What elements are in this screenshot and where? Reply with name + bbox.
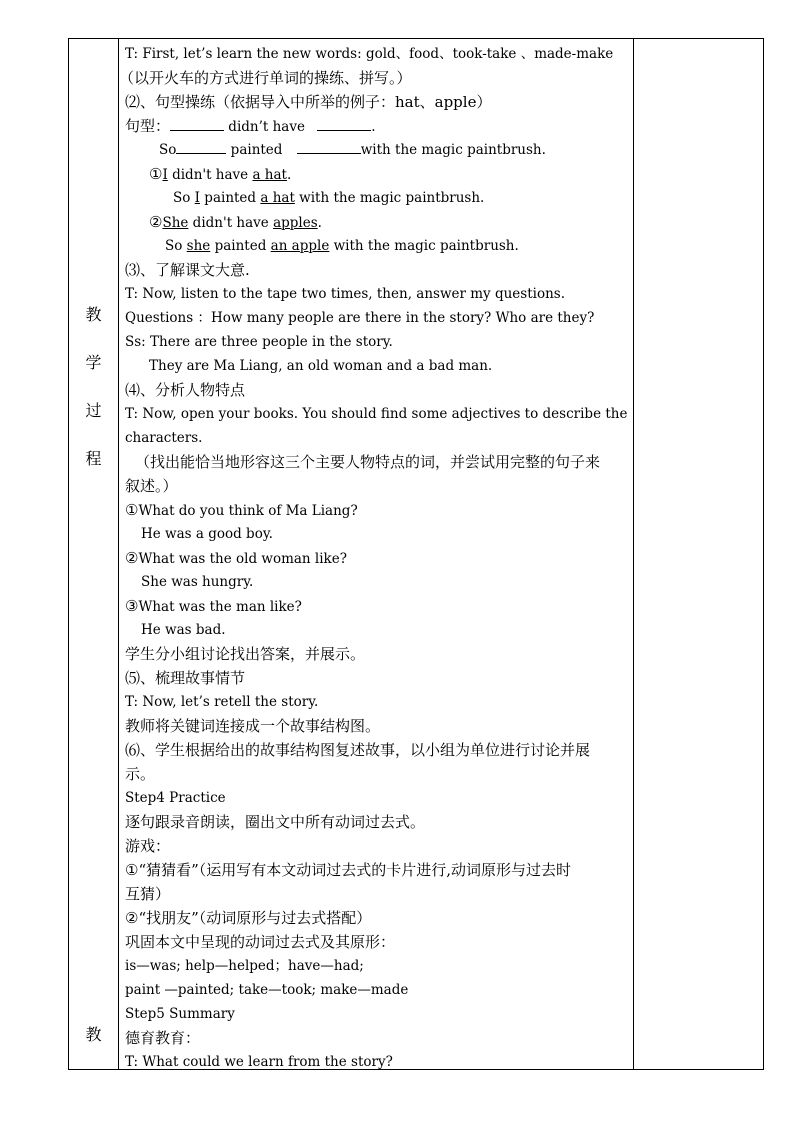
question-line [125, 597, 302, 616]
text-span: So [159, 142, 177, 158]
text-span: painted [226, 142, 287, 158]
text-line: 逐句跟录音朗读，圈出文中所有动词过去式。 [125, 813, 426, 831]
underlined-word: a hat [252, 167, 287, 183]
underlined-word: She [162, 215, 189, 231]
text-span: . [286, 167, 292, 183]
text-line: They are Ma Liang, an old woman and a bad man. [149, 358, 493, 374]
text-span: What do you think of Ma Liang? [138, 503, 358, 519]
text-span: . [317, 215, 322, 231]
text-line: 叙述。） [125, 477, 178, 495]
circled-number: ② [125, 549, 139, 567]
underlined-word: I [194, 190, 201, 206]
circled-number: ② [149, 213, 163, 231]
text-line: 示。 [125, 765, 156, 783]
question-line [125, 549, 347, 568]
text-line: 学生分小组讨论找出答案，并展示。 [125, 645, 366, 663]
text-span: didn't have [188, 215, 274, 231]
step-heading: Step5 Summary [125, 1006, 235, 1022]
answer-line: He was a good boy. [141, 526, 273, 542]
side-label-char: 学 [85, 353, 102, 372]
underlined-word: apples [273, 215, 318, 231]
blank-line [297, 141, 361, 154]
example-line [149, 165, 291, 184]
text-line: T: Now, open your books. You should find some adjectives to describe the [125, 406, 628, 422]
text-line: 德育教育： [125, 1029, 201, 1047]
side-label-char: 程 [85, 449, 102, 468]
section-heading: ⑷、分析人物特点 [125, 381, 246, 399]
answer-line: She was hungry. [141, 574, 254, 590]
text-span: with the magic paintbrush. [329, 238, 519, 254]
circled-number: ① [125, 501, 139, 519]
blank-line [176, 141, 226, 154]
section-heading: ⑹、学生根据给出的故事结构图复述故事，以小组为单位进行讨论并展 [125, 741, 591, 759]
example-line [173, 189, 484, 207]
text-span: 句型： [125, 117, 171, 135]
section-heading: ⑶、了解课文大意. [125, 261, 250, 279]
text-span: So [173, 190, 195, 206]
text-line: （以开火车的方式进行单词的操练、拼写。） [119, 69, 412, 87]
text-line: 互猜） [125, 885, 171, 903]
text-line: Questions ：How many people are there in the story? Who are they? [125, 310, 595, 326]
step-heading: Step4 Practice [125, 790, 226, 806]
game-line [125, 909, 371, 927]
text-span: with the magic paintbrush. [360, 142, 546, 158]
circled-number: ③ [125, 597, 139, 615]
text-span: What was the old woman like? [138, 551, 347, 567]
text-line: T: What could we learn from the story? [125, 1054, 393, 1070]
text-line: is—was; help—helped；have—had; [125, 958, 364, 974]
process-label-column [69, 39, 118, 1069]
section-heading: ⑸、梳理故事情节 [125, 669, 246, 687]
section-heading: ⑵、句型操练（依据导入中所举的例子：hat、apple） [125, 93, 492, 111]
underlined-word: a hat [260, 190, 295, 206]
text-span: What was the man like? [138, 599, 302, 615]
text-line: 教师将关键词连接成一个故事结构图。 [125, 717, 381, 735]
example-line [165, 237, 519, 255]
text-line: Ss: There are three people in the story. [125, 334, 393, 350]
circled-number: ② [125, 909, 139, 927]
text-span: “找朋友”（动词原形与过去式搭配） [138, 909, 372, 927]
text-span: So [165, 238, 187, 254]
game-line [125, 861, 571, 879]
circled-number: ① [125, 861, 139, 879]
text-span: didn’t have [224, 119, 310, 135]
column-divider-left [118, 39, 119, 1069]
answer-line: He was bad. [141, 622, 226, 638]
text-line: T: Now, let’s retell the story. [125, 694, 319, 710]
text-line: T: First, let’s learn the new words: gold、food、took-take 、made-make [125, 46, 614, 62]
underlined-word: an apple [270, 238, 330, 254]
text-line: 游戏： [125, 837, 171, 855]
pattern-line [159, 141, 546, 159]
text-line: T: Now, listen to the tape two times, then, answer my questions. [125, 286, 565, 302]
underlined-word: she [186, 238, 211, 254]
side-label-char: 教 [85, 305, 102, 324]
underlined-word: I [162, 167, 168, 183]
blank-line [170, 118, 224, 131]
text-span: with the magic paintbrush. [294, 190, 485, 206]
text-span: “猜猜看”（运用写有本文动词过去式的卡片进行,动词原形与过去时 [138, 861, 572, 879]
example-line [149, 213, 322, 232]
text-span: painted [200, 190, 261, 206]
circled-number: ① [149, 165, 163, 183]
lesson-table [68, 38, 764, 1070]
text-span: didn't have [167, 167, 253, 183]
blank-line [317, 118, 371, 131]
text-line: characters. [125, 430, 203, 446]
text-line: paint —painted; take—took; make—made [125, 982, 409, 998]
text-line: 巩固本文中呈现的动词过去式及其原形： [125, 933, 396, 951]
side-label-char: 过 [85, 401, 102, 420]
text-span: painted [210, 238, 271, 254]
question-line [125, 501, 358, 520]
side-label-char: 教 [85, 1025, 102, 1044]
pattern-line: 句型： didn’t have . [125, 117, 376, 135]
column-divider-right [633, 39, 634, 1069]
text-line: （找出能恰当地形容这三个主要人物特点的词，并尝试用完整的句子来 [135, 453, 601, 471]
